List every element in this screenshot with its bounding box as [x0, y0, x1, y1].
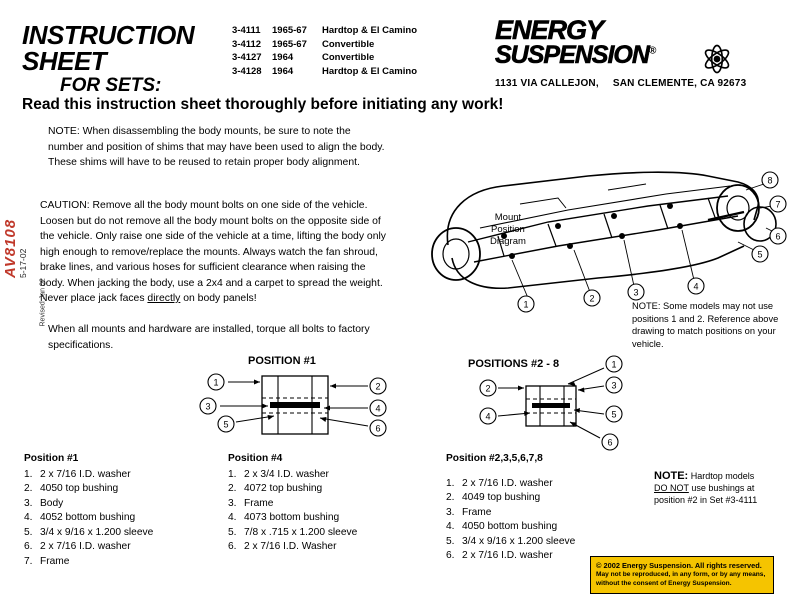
revision-date: 5-17-02: [18, 248, 28, 278]
position1-cross-section: [200, 368, 396, 444]
set-row: [232, 38, 417, 52]
disassembly-note-paragraph: NOTE: When disassembling the body mounts, be sure to note the number and position of shims that may have been used to align the body. These shims will have to be reused to retain proper body alignment.: [48, 126, 385, 168]
set-part-number: 3-4111: [232, 25, 261, 36]
list-item: 6. 2 x 7/16 I.D. washer: [446, 550, 553, 561]
list-item-text: Frame: [40, 555, 70, 567]
read-warning-heading: Read this instruction sheet thoroughly before initiating any work!: [22, 96, 504, 113]
list-item: 1. 2 x 7/16 I.D. washer: [24, 468, 131, 480]
svg-text:8: 8: [767, 175, 773, 186]
parts-list-heading: Position #1: [24, 453, 79, 464]
position1-diagram-title: POSITION #1: [248, 355, 316, 367]
address-street: 1131 VIA CALLEJON,: [495, 78, 599, 89]
list-item-text: 4050 top bushing: [40, 483, 119, 494]
caution-paragraph: [40, 198, 392, 307]
parts-list-items: [446, 477, 575, 564]
svg-text:2: 2: [589, 293, 595, 304]
copyright-line2: May not be reproduced, in any form, or by any means,: [596, 571, 766, 578]
diagram-caption-line1: Mount: [494, 212, 522, 223]
list-item-text: 2 x 7/16 I.D. washer: [462, 550, 553, 561]
list-item-text: 4050 bottom bushing: [462, 521, 558, 532]
svg-text:5: 5: [611, 409, 617, 420]
parts-list-positions-2-3-5-6-7-8: [446, 452, 575, 564]
svg-text:2: 2: [485, 383, 491, 394]
svg-text:3: 3: [611, 380, 617, 391]
parts-list-position1: [24, 452, 153, 569]
list-item-text: Body: [40, 497, 64, 509]
diagram-note: NOTE: Some models may not use positions 1 and 2. Reference above drawing to match positions on your vehicle.: [632, 301, 779, 349]
atom-icon: [702, 44, 732, 74]
position2-diagram-title: POSITIONS #2 - 8: [468, 358, 560, 370]
copyright-line1: © 2002 Energy Suspension. All rights reserved.: [596, 561, 762, 570]
list-item: 3. Body: [24, 497, 64, 509]
brand-name-line2: [495, 40, 775, 69]
list-item: 1. 2 x 7/16 I.D. washer: [446, 477, 553, 489]
caution-text-b: on body panels!: [180, 293, 257, 304]
brand-logo: [495, 15, 775, 69]
list-item: 3. Frame: [446, 506, 492, 518]
list-item: 5. 7/8 x .715 x 1.200 sleeve: [228, 526, 358, 538]
list-item-text: 4052 bottom bushing: [40, 512, 136, 523]
set-years: 1965-67: [272, 38, 307, 50]
torque-paragraph: When all mounts and hardware are installed, torque all bolts to factory specifications.: [48, 324, 370, 351]
list-item-text: 4073 bottom bushing: [244, 512, 340, 523]
svg-text:1: 1: [611, 359, 617, 370]
list-item-text: Frame: [244, 497, 274, 509]
page-subtitle: FOR SETS:: [60, 75, 162, 96]
diagram-caption-line2: Position: [491, 224, 525, 235]
set-years: 1964: [272, 65, 294, 77]
set-years: 1965-67: [272, 25, 307, 36]
parts-list-items: [228, 468, 357, 555]
list-item: 4. 4050 bottom bushing: [446, 521, 558, 532]
svg-text:4: 4: [485, 411, 491, 422]
list-item: 5. 3/4 x 9/16 x 1.200 sleeve: [24, 526, 154, 538]
svg-text:5: 5: [757, 249, 763, 260]
diagram-caption-line3: Diagram: [490, 236, 526, 247]
copyright-line3: without the consent of Energy Suspension.: [596, 580, 732, 587]
list-item: 4. 4073 bottom bushing: [228, 512, 340, 523]
svg-text:6: 6: [375, 423, 381, 434]
set-row: [232, 65, 417, 79]
list-item-text: 2 x 7/16 I.D. washer: [40, 468, 131, 480]
svg-text:4: 4: [375, 403, 381, 414]
svg-text:2: 2: [375, 381, 381, 392]
hardtop-note-text-b: use bushings at position #2 in Set #3-4111: [654, 483, 758, 505]
title-block: [22, 22, 252, 95]
position2-diagram: [482, 358, 632, 450]
list-item-text: 2 x 3/4 I.D. washer: [244, 468, 329, 480]
document-code: AV8108: [2, 218, 19, 278]
list-item-text: 2 x 7/16 I.D. washer: [40, 541, 131, 552]
set-part-number: 3-4127: [232, 52, 262, 63]
list-item: 3. Frame: [228, 497, 274, 509]
parts-list-items: [24, 468, 153, 570]
set-row: [232, 51, 417, 65]
copyright-box: [590, 556, 774, 594]
list-item: 1. 2 x 3/4 I.D. washer: [228, 468, 329, 480]
list-item-text: Frame: [462, 506, 492, 518]
svg-text:3: 3: [205, 401, 211, 412]
list-item-text: 7/8 x .715 x 1.200 sleeve: [244, 526, 358, 538]
list-item-text: 2 x 7/16 I.D. Washer: [244, 541, 337, 552]
parts-list-position4: [228, 452, 357, 555]
position2-cross-section: [482, 358, 632, 454]
svg-text:6: 6: [775, 231, 781, 242]
list-item: 2. 4050 top bushing: [24, 483, 119, 494]
list-item: 6. 2 x 7/16 I.D. Washer: [228, 541, 337, 552]
set-description: Convertible: [322, 52, 375, 63]
parts-list-heading: Position #4: [228, 453, 283, 464]
set-part-number: 3-4112: [232, 38, 262, 50]
hardtop-note: [654, 470, 784, 506]
list-item-text: 4072 top bushing: [244, 483, 323, 494]
hardtop-note-label: NOTE:: [654, 470, 689, 482]
svg-text:7: 7: [775, 199, 781, 210]
brand-name-line2-text: SUSPENSION: [495, 40, 649, 69]
svg-text:4: 4: [693, 281, 699, 292]
list-item-text: 3/4 x 9/16 x 1.200 sleeve: [462, 535, 576, 547]
list-item: 4. 4052 bottom bushing: [24, 512, 136, 523]
set-list: [232, 24, 417, 78]
list-item: 6. 2 x 7/16 I.D. washer: [24, 541, 131, 552]
company-address: [495, 78, 746, 89]
set-years: 1964: [272, 52, 294, 63]
list-item: 2. 4072 top bushing: [228, 483, 323, 494]
list-item: 5. 3/4 x 9/16 x 1.200 sleeve: [446, 535, 576, 547]
list-item-text: 2 x 7/16 I.D. washer: [462, 477, 553, 489]
list-item: 7. Frame: [24, 555, 70, 567]
hardtop-note-underline: DO NOT: [654, 483, 689, 493]
revision-text: Revised Jan 02: [39, 278, 47, 327]
diagram-caption: [490, 212, 526, 248]
address-city: SAN CLEMENTE, CA 92673: [612, 78, 747, 89]
svg-text:1: 1: [213, 377, 219, 388]
svg-text:1: 1: [523, 299, 529, 310]
set-part-number: 3-4128: [232, 65, 262, 77]
hardtop-note-text-a: Hardtop models: [688, 471, 755, 481]
set-description: Hardtop & El Camino: [322, 65, 418, 77]
list-item-text: 4049 top bushing: [462, 492, 541, 503]
svg-text:3: 3: [633, 287, 639, 298]
page-title: INSTRUCTION SHEET: [22, 20, 195, 76]
svg-text:6: 6: [607, 437, 613, 448]
svg-text:5: 5: [223, 419, 229, 430]
list-item-text: 3/4 x 9/16 x 1.200 sleeve: [40, 526, 154, 538]
brand-name-line1: ENERGY: [495, 15, 604, 45]
parts-list-heading: Position #2,3,5,6,7,8: [446, 453, 543, 464]
set-description: Convertible: [322, 38, 375, 50]
set-description: Hardtop & El Camino: [322, 25, 418, 36]
caution-underlined-word: directly: [147, 293, 181, 304]
position1-diagram: [200, 368, 396, 440]
set-row: [232, 24, 417, 38]
caution-text-a: CAUTION: Remove all the body mount bolts on one side of the vehicle. Loosen but do not remove all the body mount bolts on the opposite side of the vehicle. Only raise one side of the vehicle at a time, lifting the body only high enough to remove/replace the mounts. Always watch the fan shroud, brake lines, and various hoses for sufficient clearance when raising the body. When jacking the body, use a 2x4 and a carpet to spread the weight. Never place jack faces: [40, 200, 386, 304]
registered-mark: ®: [648, 45, 656, 57]
list-item: 2. 4049 top bushing: [446, 492, 541, 503]
